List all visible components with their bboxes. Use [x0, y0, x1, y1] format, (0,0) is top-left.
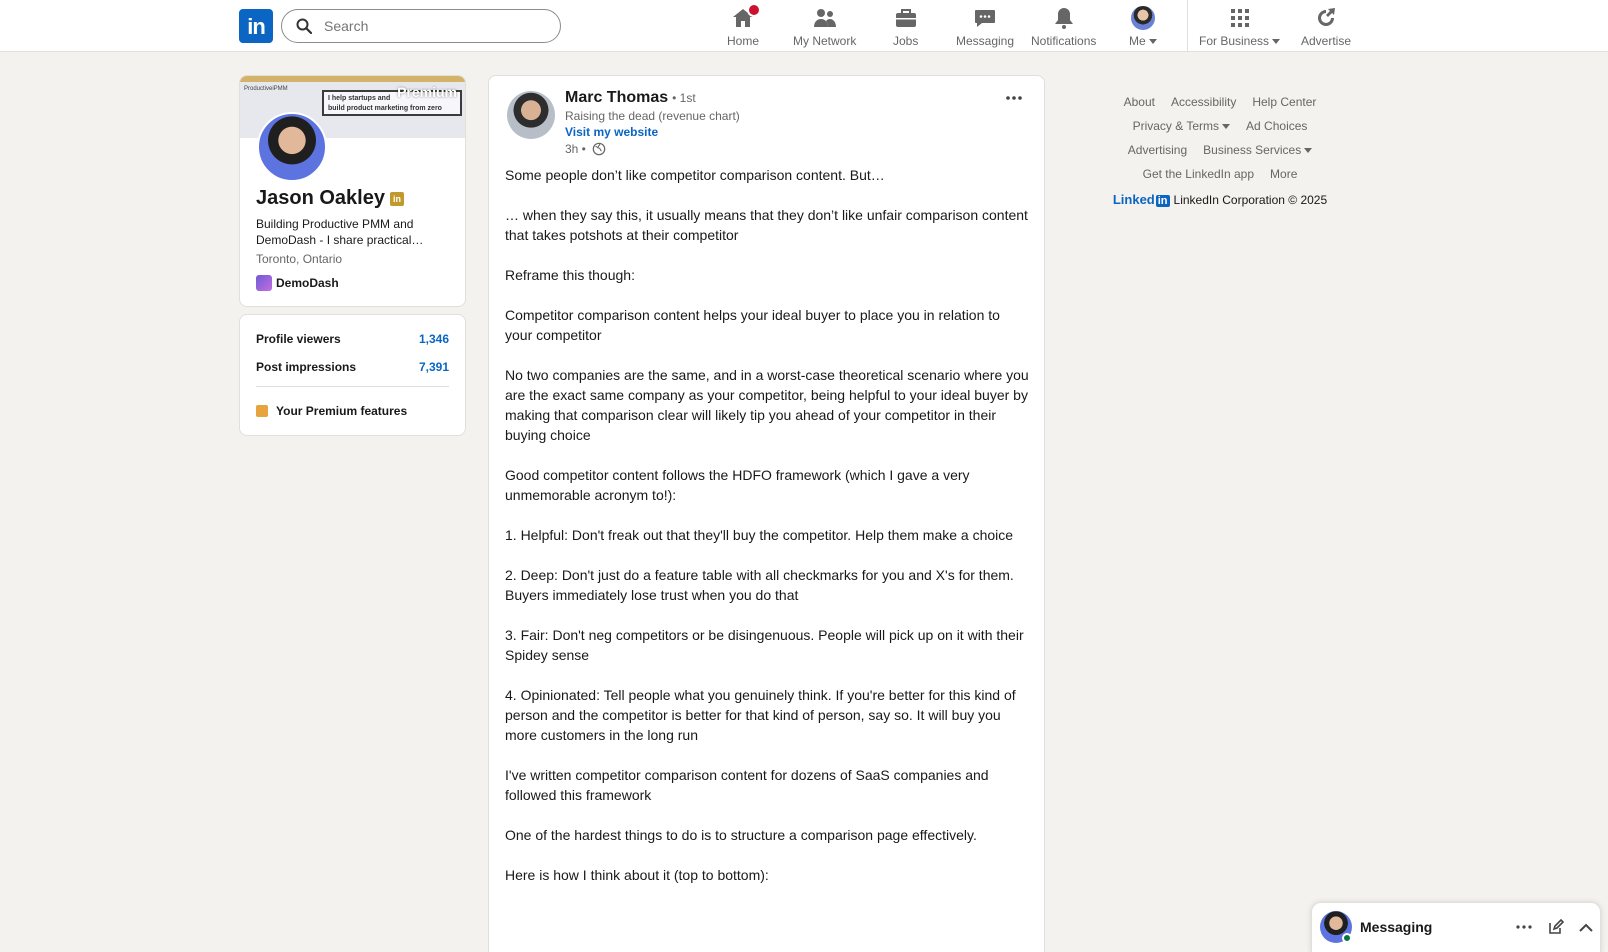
nav-for-business-label: For Business: [1199, 34, 1270, 48]
post-paragraph: 4. Opinionated: Tell people what you genuinely think. If you're better for this kind of person and the competitor is better for that kind of person, say so. It will buy you more customers in the long run: [505, 687, 1020, 743]
premium-features-link[interactable]: Your Premium features: [256, 404, 407, 418]
profile-headline: Building Productive PMM and DemoDash - I share practical…: [256, 217, 424, 247]
more-horizontal-icon: [1005, 95, 1023, 101]
post-paragraph: Here is how I think about it (top to bottom):: [505, 867, 769, 883]
nav-for-business[interactable]: [1199, 6, 1280, 46]
compose-icon: [1548, 919, 1564, 935]
author-name[interactable]: Marc Thomas • 1st: [565, 89, 696, 106]
footer-link-more[interactable]: More: [1270, 167, 1298, 181]
post-paragraph: I've written competitor comparison content for dozens of SaaS companies and followed this framework: [505, 767, 993, 803]
premium-tag: Premium: [397, 84, 457, 100]
copyright: Linked in LinkedIn Corporation © 2025: [1112, 192, 1328, 207]
company-logo-icon: [256, 275, 272, 291]
chevron-down-icon: [1272, 39, 1280, 44]
footer-link-get-app[interactable]: Get the LinkedIn app: [1142, 167, 1255, 181]
profile-viewers-row[interactable]: Profile viewers 1,346: [256, 332, 449, 346]
divider: [256, 386, 449, 387]
feed-post: [488, 75, 1045, 952]
post-options-button[interactable]: [1000, 84, 1028, 112]
post-paragraph: Some people don’t like competitor comparison content. But…: [505, 167, 885, 183]
advertise-icon: [1314, 6, 1338, 30]
nav-my-network[interactable]: My Network: [793, 6, 856, 46]
post-body: [505, 165, 1033, 905]
right-rail-footer: [1090, 94, 1350, 207]
messaging-title[interactable]: Messaging: [1360, 919, 1433, 935]
top-nav: [0, 0, 1608, 52]
search-bar[interactable]: [281, 9, 561, 43]
nav-me-label: Me: [1129, 34, 1146, 48]
footer-link-about[interactable]: About: [1123, 95, 1155, 109]
expand-messaging-button[interactable]: [1574, 915, 1598, 939]
grid-apps-icon: [1228, 6, 1252, 30]
profile-name[interactable]: Jason Oakley in: [256, 187, 404, 210]
post-paragraph: 3. Fair: Don't neg competitors or be disingenuous. People will pick up on it with their Spidey sense: [505, 627, 1028, 663]
profile-location: Toronto, Ontario: [256, 252, 343, 266]
messaging-icon: [973, 6, 997, 30]
briefcase-icon: [894, 6, 918, 30]
nav-messaging[interactable]: Messaging: [956, 6, 1014, 46]
more-horizontal-icon: [1516, 925, 1532, 929]
notification-badge: [747, 3, 761, 17]
footer-link-help-center[interactable]: Help Center: [1252, 95, 1317, 109]
post-paragraph: No two companies are the same, and in a worst-case theoretical scenario where you are the exact same company as your competitor, being helpful to your ideal buyer by making that comparison clear will likely tip you ahead of your competitor in their buying choice: [505, 367, 1033, 443]
search-input[interactable]: [324, 18, 524, 34]
footer-link-privacy-terms[interactable]: Privacy & Terms: [1133, 118, 1230, 134]
post-timestamp: 3h •: [565, 142, 606, 156]
premium-in-badge-icon: in: [390, 192, 404, 206]
banner-text: I help startups and build product marketing from zero: [322, 90, 462, 116]
profile-stats-card: [239, 314, 466, 436]
profile-card[interactable]: [239, 75, 466, 307]
linkedin-logo-icon[interactable]: in: [239, 9, 273, 43]
visit-website-link[interactable]: Visit my website: [565, 125, 659, 139]
post-paragraph: 2. Deep: Don't just do a feature table with all checkmarks for you and X's for them. Buyers immediately lose trust when you do that: [505, 567, 1018, 603]
author-avatar[interactable]: [507, 91, 555, 139]
linkedin-wordmark-icon: Linked in: [1112, 192, 1168, 207]
profile-company[interactable]: DemoDash: [256, 275, 339, 291]
post-paragraph: … when they say this, it usually means that they don’t like unfair comparison content that takes potshots at their competitor: [505, 207, 1032, 243]
profile-photo[interactable]: [257, 112, 327, 182]
bell-icon: [1052, 6, 1076, 30]
chevron-down-icon: [1222, 124, 1230, 129]
banner-brand: ProductiveiPMM: [244, 86, 288, 92]
compose-message-button[interactable]: [1544, 915, 1568, 939]
nav-notifications[interactable]: Notifications: [1031, 6, 1096, 46]
chevron-down-icon: [1149, 39, 1157, 44]
search-icon: [296, 18, 312, 34]
premium-icon: [256, 405, 268, 417]
online-status-icon: [1342, 933, 1352, 943]
nav-home[interactable]: Home: [727, 6, 759, 46]
post-paragraph: Reframe this though:: [505, 267, 635, 283]
avatar: [1131, 6, 1155, 30]
network-icon: [813, 6, 837, 30]
nav-divider: [1187, 0, 1188, 52]
post-paragraph: 1. Helpful: Don't freak out that they'll buy the competitor. Help them make a choice: [505, 527, 1014, 543]
globe-icon: [592, 142, 606, 156]
footer-link-business-services[interactable]: Business Services: [1203, 142, 1312, 158]
chevron-down-icon: [1304, 148, 1312, 153]
author-headline: Raising the dead (revenue chart): [565, 109, 740, 123]
post-paragraph: Good competitor content follows the HDFO framework (which I gave a very unmemorable acronym to!):: [505, 467, 974, 503]
chevron-up-icon: [1579, 923, 1593, 932]
nav-jobs[interactable]: Jobs: [893, 6, 918, 46]
connection-degree: • 1st: [672, 91, 696, 105]
nav-advertise[interactable]: Advertise: [1301, 6, 1351, 46]
messaging-overlay[interactable]: [1311, 902, 1601, 952]
footer-link-accessibility[interactable]: Accessibility: [1170, 95, 1237, 109]
footer-link-advertising[interactable]: Advertising: [1127, 143, 1188, 157]
post-impressions-row[interactable]: Post impressions 7,391: [256, 360, 449, 374]
messaging-options-button[interactable]: [1512, 915, 1536, 939]
post-paragraph: Competitor comparison content helps your ideal buyer to place you in relation to your competitor: [505, 307, 1004, 343]
footer-link-ad-choices[interactable]: Ad Choices: [1246, 119, 1308, 133]
nav-me[interactable]: [1129, 6, 1157, 46]
post-paragraph: One of the hardest things to do is to structure a comparison page effectively.: [505, 827, 977, 843]
